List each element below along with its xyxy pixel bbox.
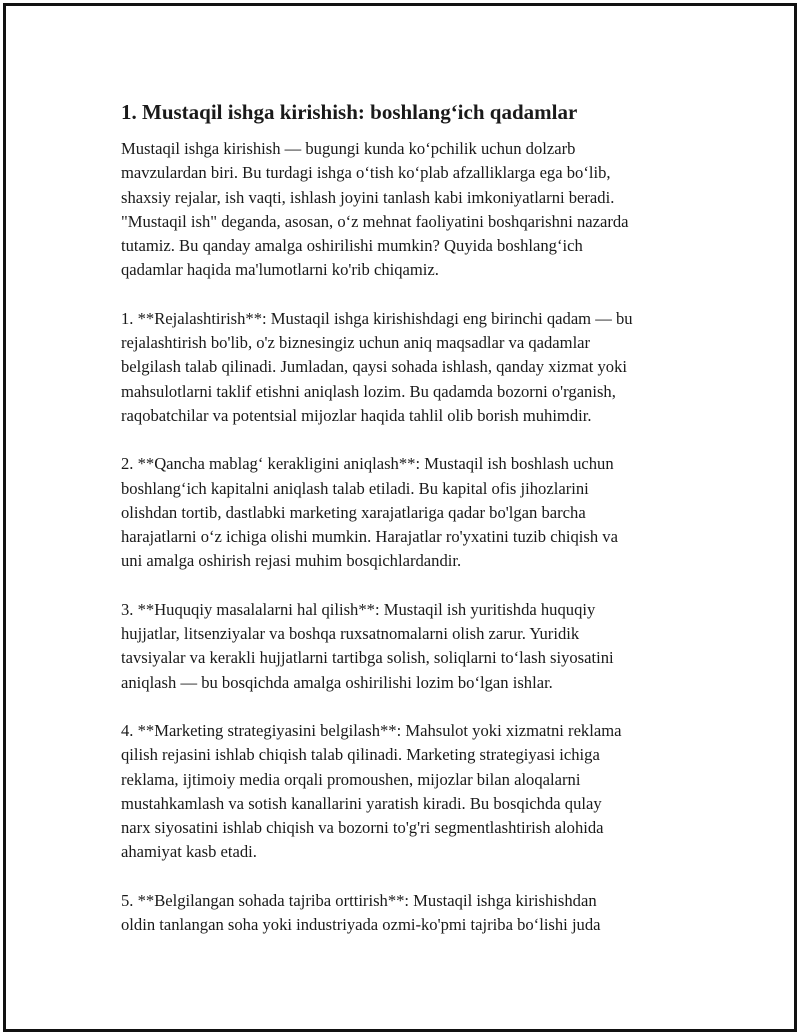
- step-5-paragraph: 5. **Belgilangan sohada tajriba orttirish**: Mustaqil ishga kirishishdan oldin tanlangan soha yoki industriyada ozmi-ko'pmi tajriba bo‘lishi juda: [121, 890, 601, 935]
- document-body: [121, 98, 701, 961]
- document-title: 1. Mustaqil ishga kirishish: boshlang‘ich qadamlar: [121, 100, 578, 124]
- step-1-paragraph: 1. **Rejalashtirish**: Mustaqil ishga kirishishdagi eng birinchi qadam — bu rejalashtirish bo'lib, o'z biznesingiz uchun aniq maqsadlar va qadamlar belgilash talab qilinadi. Jumladan, qaysi sohada ishlash, qanday xizmat yoki mahsulotlarni taklif etishni aniqlash lozim. Bu qadamda bozorni o'rganish, raqobatchilar va potentsial mijozlar haqida tahlil olib borish muhimdir.: [121, 308, 633, 425]
- step-3-paragraph: 3. **Huquqiy masalalarni hal qilish**: Mustaqil ish yuritishda huquqiy hujjatlar, litsenziyalar va boshqa ruxsatnomalarni olish zarur. Yuridik tavsiyalar va kerakli hujjatlarni tartibga solish, soliqlarni to‘lash siyosatini aniqlash — bu bosqichda amalga oshirilishi lozim bo‘lgan ishlar.: [121, 599, 614, 692]
- page-frame: [3, 3, 797, 1032]
- step-4-paragraph: 4. **Marketing strategiyasini belgilash**: Mahsulot yoki xizmatni reklama qilish rejasini ishlab chiqish talab qilinadi. Marketing strategiyasi ichiga reklama, ijtimoiy media orqali promoushen, mijozlar bilan aloqalarni mustahkamlash va sotish kanallarini yaratish kiradi. Bu bosqichda qulay narx siyosatini ishlab chiqish va bozorni to'g'ri segmentlashtirish alohida ahamiyat kasb etadi.: [121, 720, 622, 862]
- step-2-paragraph: 2. **Qancha mablag‘ kerakligini aniqlash**: Mustaqil ish boshlash uchun boshlang‘ich kapitalni aniqlash talab etiladi. Bu kapital ofis jihozlarini olishdan tortib, dastlabki marketing xarajatlariga qadar bo'lgan barcha harajatlarni o‘z ichiga olishi mumkin. Harajatlar ro'yxatini tuzib chiqish va uni amalga oshirish rejasi muhim bosqichlardandir.: [121, 454, 618, 571]
- intro-paragraph: Mustaqil ishga kirishish — bugungi kunda ko‘pchilik uchun dolzarb mavzulardan biri. Bu turdagi ishga o‘tish ko‘plab afzalliklarga ega bo‘lib, shaxsiy rejalar, ish vaqti, ishlash joyini tanlash kabi imkoniyatlarni beradi. "Mustaqil ish" deganda, asosan, o‘z mehnat faoliyatini boshqarishni nazarda tutamiz. Bu qanday amalga oshirilishi mumkin? Quyida boshlang‘ich qadamlar haqida ma'lumotlarni ko'rib chiqamiz.: [121, 139, 629, 280]
